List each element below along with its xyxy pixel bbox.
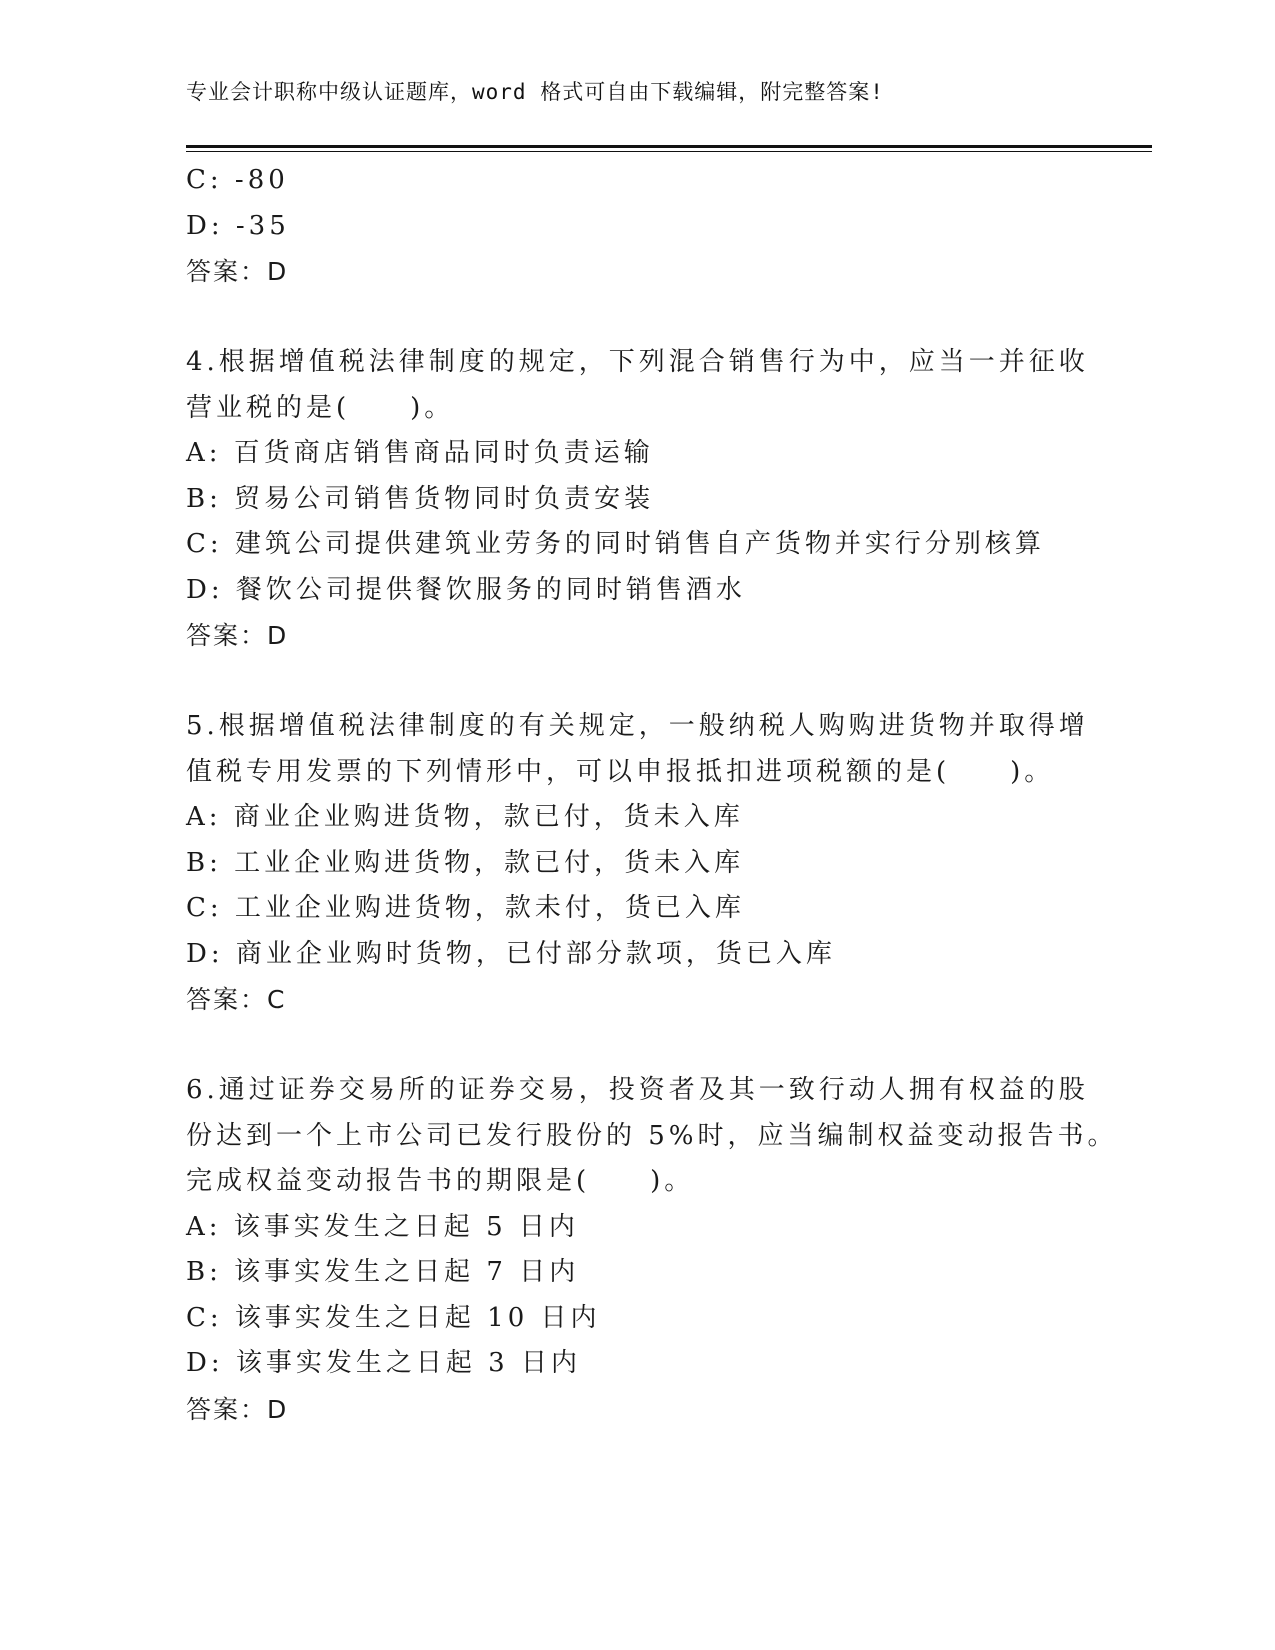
- answer-line: 答案：D: [186, 257, 289, 286]
- page-header: 专业会计职称中级认证题库，word 格式可自由下载编辑，附完整答案!: [186, 80, 884, 104]
- question-text: 值税专用发票的下列情形中，可以申报抵扣进项税额的是( )。: [186, 756, 1055, 787]
- question-text: 完成权益变动报告书的期限是( )。: [186, 1166, 695, 1196]
- option-line: C: 工业企业购进货物，款未付，货已入库: [186, 893, 745, 923]
- question-text: 5.根据增值税法律制度的有关规定，一般纳税人购购进货物并取得增: [186, 711, 1089, 741]
- option-line: C: 该事实发生之日起 10 日内: [186, 1302, 601, 1333]
- option-line: D: 商业企业购时货物，已付部分款项，货已入库: [186, 938, 836, 969]
- option-line: A: 商业企业购进货物，款已付，货未入库: [186, 802, 744, 832]
- option-line: C: 建筑公司提供建筑业劳务的同时销售自产货物并实行分别核算: [186, 529, 1045, 559]
- option-line: D: 餐饮公司提供餐饮服务的同时销售酒水: [186, 574, 746, 605]
- question-text: 4.根据增值税法律制度的规定，下列混合销售行为中，应当一并征收: [186, 347, 1089, 377]
- spacer: [186, 1023, 1086, 1069]
- header-rule-thin: [186, 151, 1152, 152]
- option-line: B: 贸易公司销售货物同时负责安装: [186, 483, 655, 514]
- answer-line: 答案：C: [186, 985, 287, 1014]
- answer-line: 答案：D: [186, 621, 289, 650]
- question-text: 份达到一个上市公司已发行股份的 5%时，应当编制权益变动报告书。: [186, 1120, 1118, 1151]
- option-line: B: 该事实发生之日起 7 日内: [186, 1257, 580, 1287]
- question-text: 6.通过证券交易所的证券交易，投资者及其一致行动人拥有权益的股: [186, 1075, 1089, 1105]
- spacer: [186, 295, 1086, 341]
- option-line: A: 该事实发生之日起 5 日内: [186, 1211, 579, 1242]
- option-line: D: -35: [186, 210, 290, 241]
- option-line: C: -80: [186, 165, 289, 195]
- option-line: B: 工业企业购进货物，款已付，货未入库: [186, 847, 745, 878]
- question-text: 营业税的是( )。: [186, 392, 455, 423]
- option-line: A: 百货商店销售商品同时负责运输: [186, 438, 654, 468]
- header-rule-thick: [186, 145, 1152, 148]
- option-line: D: 该事实发生之日起 3 日内: [186, 1348, 581, 1378]
- spacer: [186, 659, 1086, 705]
- document-body: [186, 158, 1118, 1432]
- answer-line: 答案：D: [186, 1394, 289, 1424]
